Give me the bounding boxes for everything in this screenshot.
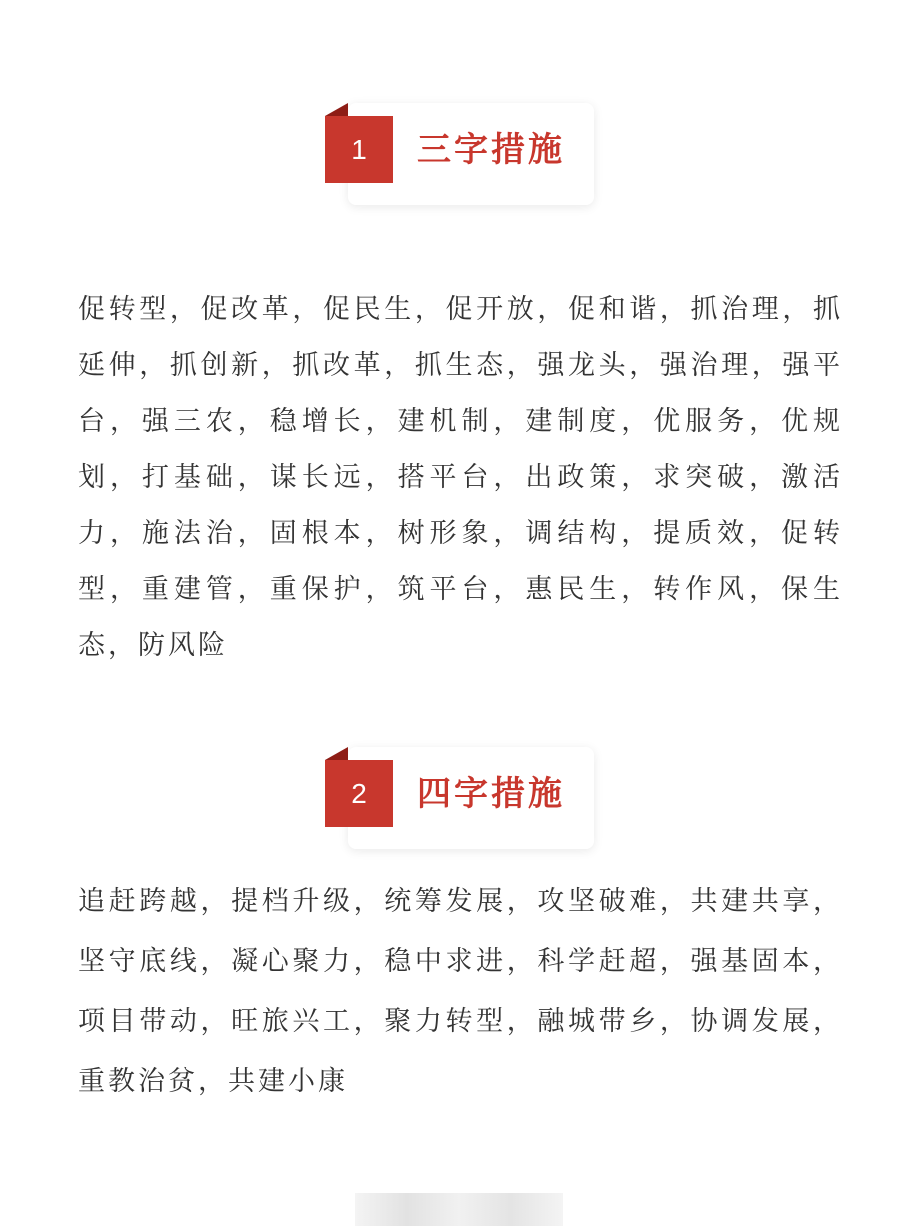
section-2-ribbon-fold [325, 747, 348, 760]
section-1-ribbon-fold [325, 103, 348, 116]
section-1-title: 三字措施 [417, 130, 565, 170]
section-2-body-text: 追赶跨越，提档升级，统筹发展，攻坚破难，共建共享，坚守底线，凝心聚力，稳中求进，科学赶超，强基固本，项目带动，旺旅兴工，聚力转型，融城带乡，协调发展，重教治贫，共建小康 [78, 886, 843, 1097]
section-1-header [325, 103, 595, 209]
section-1-body-text: 促转型，促改革，促民生，促开放，促和谐，抓治理，抓延伸，抓创新，抓改革，抓生态，强龙头，强治理，强平台，强三农，稳增长，建机制，建制度，优服务，优规划，打基础，谋长远，搭平台，出政策，求突破，激活力，施法治，固根本，树形象，调结构，提质效，促转型，重建管，重保护，筑平台，惠民生，转作风，保生态，防风险 [78, 294, 843, 661]
section-2-header [325, 747, 595, 853]
section-2-number-badge: 2 [325, 760, 393, 827]
section-2-title: 四字措施 [417, 774, 565, 814]
section-1-number-badge: 1 [325, 116, 393, 183]
footer-decoration [355, 1193, 563, 1226]
